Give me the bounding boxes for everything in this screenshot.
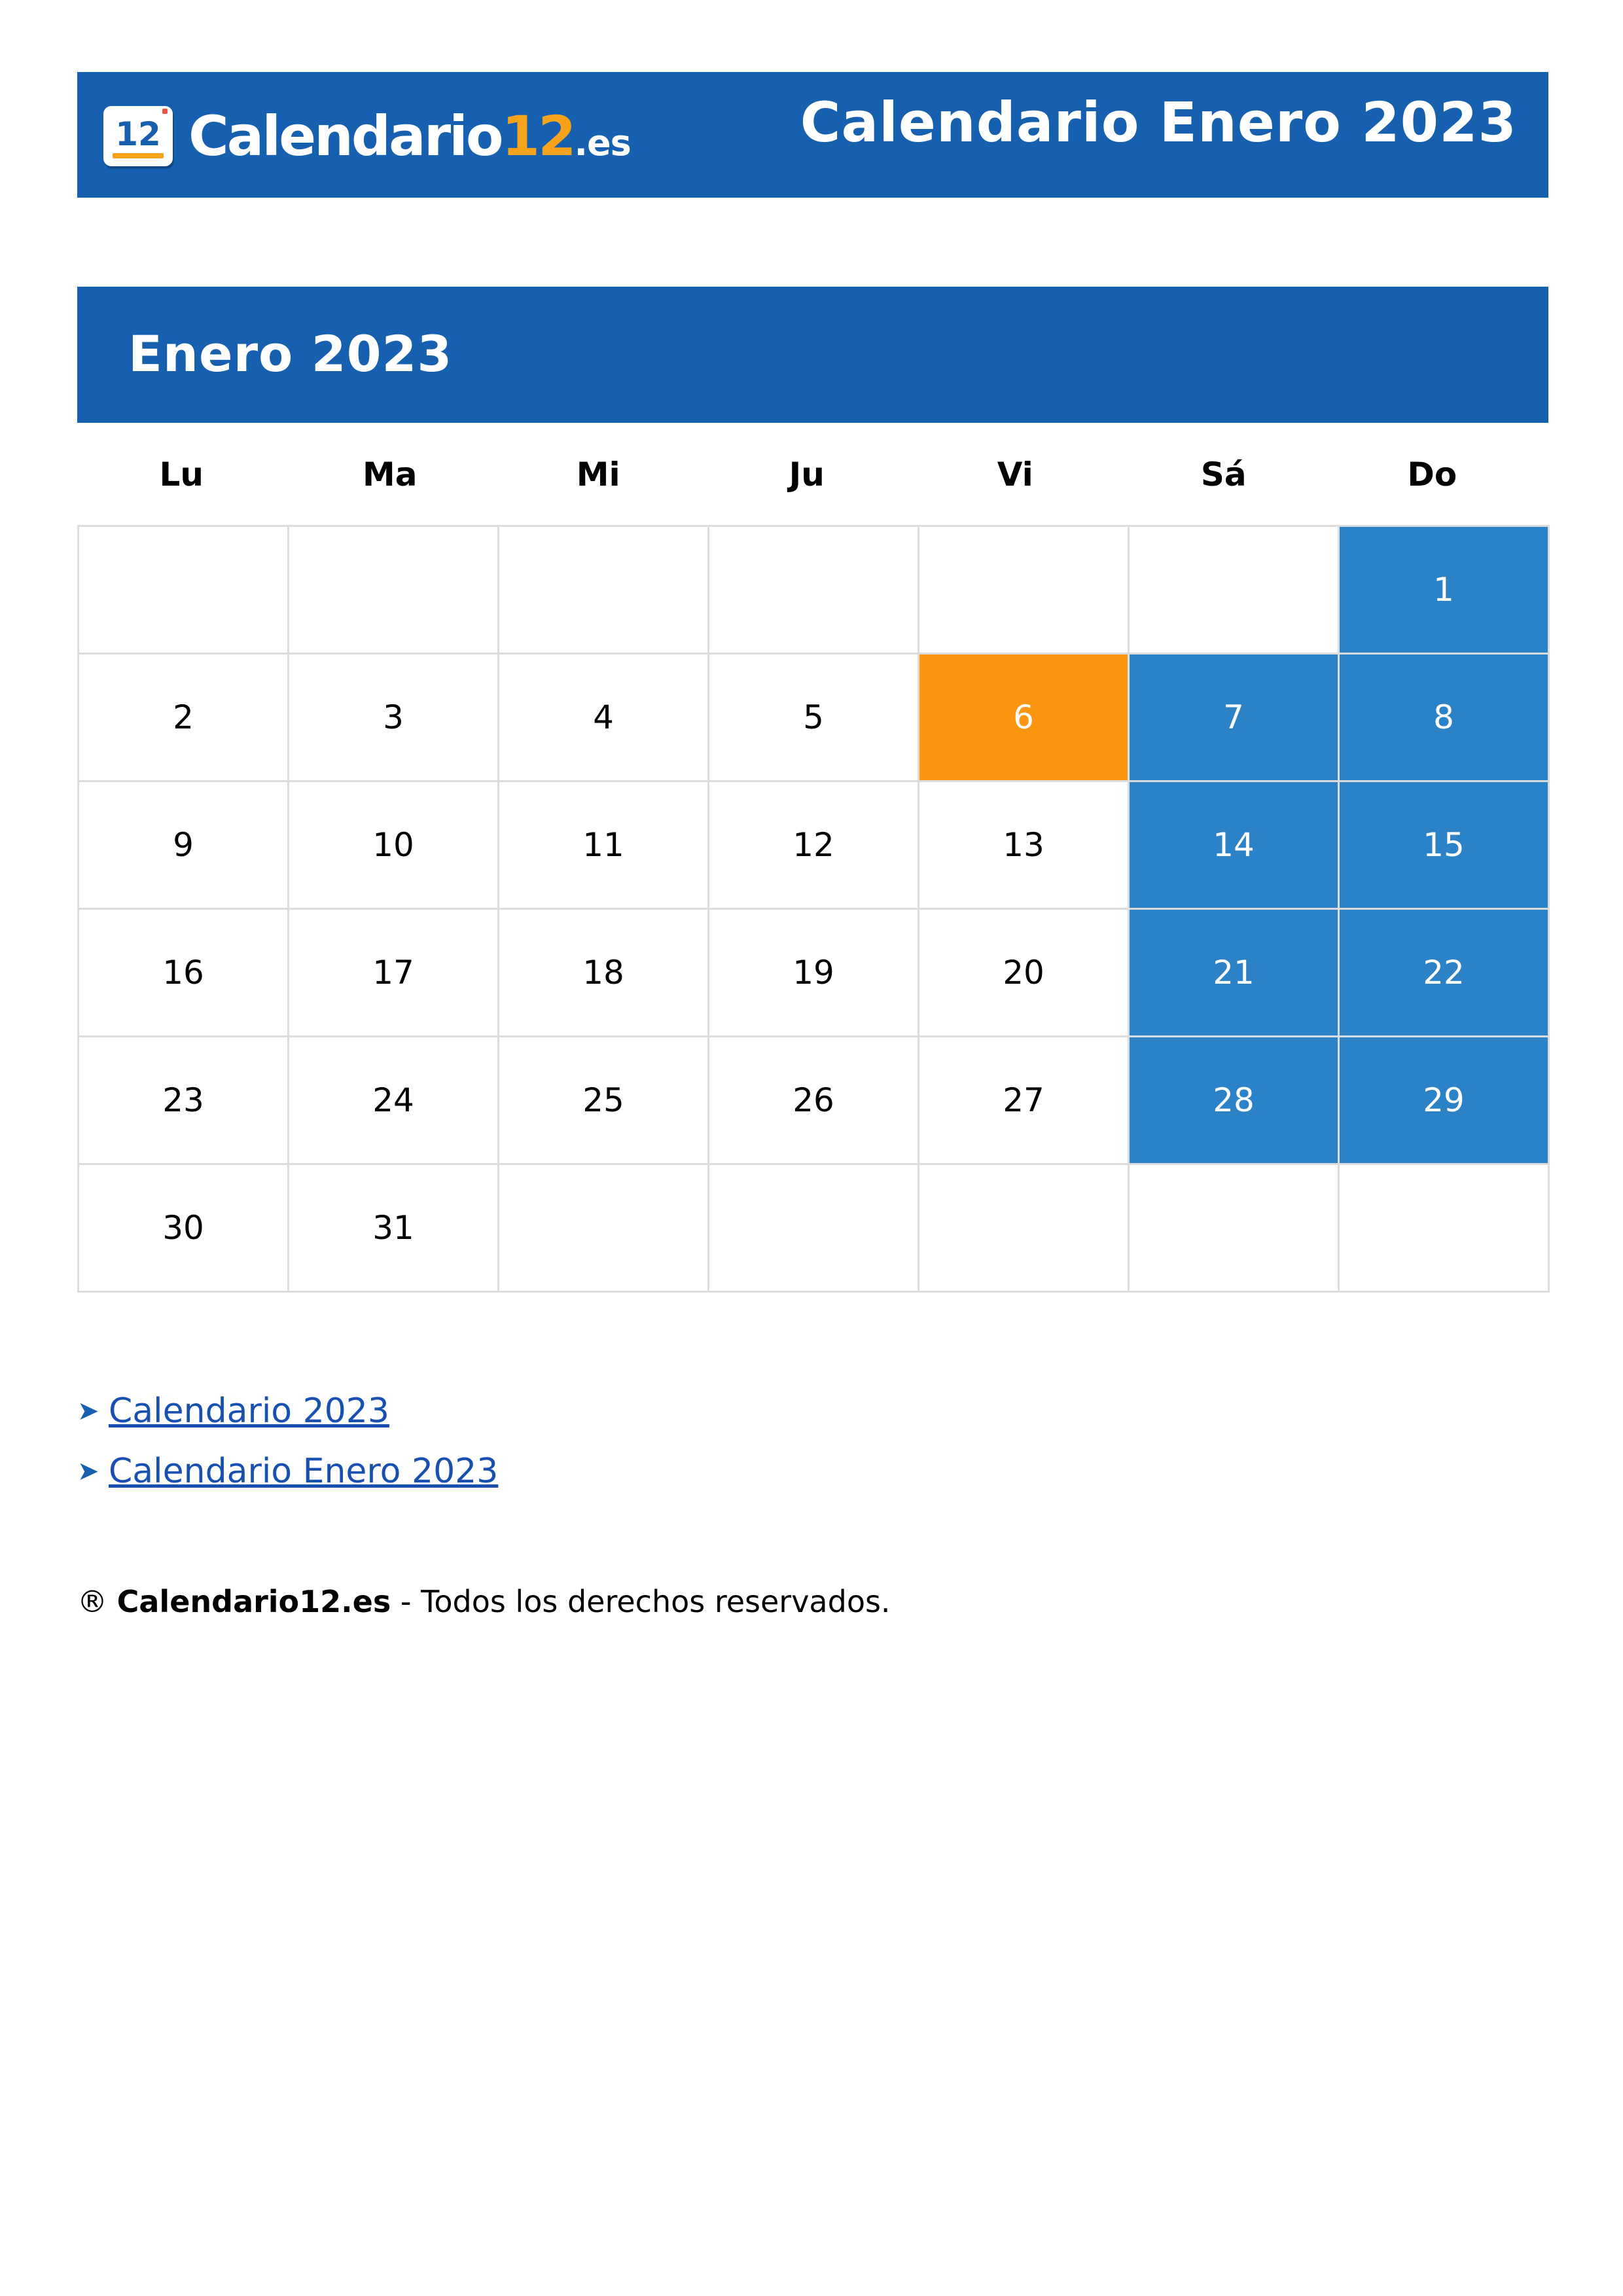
link-item <box>77 1441 498 1501</box>
day-cell-empty <box>1129 526 1339 654</box>
day-cell-holiday: 6 <box>919 654 1129 781</box>
day-cell: 5 <box>709 654 919 781</box>
day-cell-empty <box>1129 1164 1339 1292</box>
weekday-lu: Lu <box>159 456 204 493</box>
day-cell: 26 <box>709 1037 919 1164</box>
weekday-do: Do <box>1407 456 1457 493</box>
day-cell-empty <box>919 1164 1129 1292</box>
day-cell-weekend: 28 <box>1129 1037 1339 1164</box>
logo-underline <box>113 153 164 158</box>
week-row <box>79 526 1549 654</box>
day-cell-weekend: 22 <box>1339 909 1549 1037</box>
footer-text: - Todos los derechos reservados. <box>391 1584 891 1619</box>
week-row <box>79 781 1549 909</box>
day-cell: 17 <box>289 909 499 1037</box>
registered-icon: ® <box>77 1584 107 1619</box>
day-cell: 4 <box>499 654 709 781</box>
month-title: Enero 2023 <box>128 325 453 383</box>
week-row <box>79 1037 1549 1164</box>
logo-dot <box>162 109 168 114</box>
day-cell: 25 <box>499 1037 709 1164</box>
logo-wordmark <box>188 104 631 168</box>
week-row <box>79 1164 1549 1292</box>
header-banner <box>77 72 1548 198</box>
day-cell: 20 <box>919 909 1129 1037</box>
day-cell-empty <box>1339 1164 1549 1292</box>
day-cell-weekend: 15 <box>1339 781 1549 909</box>
site-logo[interactable] <box>103 103 631 169</box>
day-cell-empty <box>919 526 1129 654</box>
day-cell: 10 <box>289 781 499 909</box>
day-cell-empty <box>709 526 919 654</box>
day-cell-weekend: 1 <box>1339 526 1549 654</box>
link-calendario-enero-2023[interactable]: Calendario Enero 2023 <box>109 1452 499 1491</box>
day-cell-weekend: 14 <box>1129 781 1339 909</box>
weekday-sa: Sá <box>1200 456 1247 493</box>
weekday-ma: Ma <box>363 456 418 493</box>
day-cell: 9 <box>79 781 289 909</box>
day-cell-empty <box>289 526 499 654</box>
day-cell-empty <box>499 526 709 654</box>
day-cell-empty <box>499 1164 709 1292</box>
day-cell: 3 <box>289 654 499 781</box>
day-cell-weekend: 7 <box>1129 654 1339 781</box>
logo-text-tld: .es <box>574 122 631 164</box>
day-cell: 18 <box>499 909 709 1037</box>
day-cell: 31 <box>289 1164 499 1292</box>
logo-text-main: Calendario <box>188 104 502 168</box>
day-cell: 12 <box>709 781 919 909</box>
day-cell-weekend: 21 <box>1129 909 1339 1037</box>
page-title: Calendario Enero 2023 <box>800 90 1517 154</box>
link-calendario-2023[interactable]: Calendario 2023 <box>109 1391 389 1431</box>
logo-text-accent: 12 <box>501 104 575 168</box>
day-cell: 30 <box>79 1164 289 1292</box>
day-cell: 11 <box>499 781 709 909</box>
week-row <box>79 654 1549 781</box>
day-cell: 23 <box>79 1037 289 1164</box>
day-cell: 16 <box>79 909 289 1037</box>
day-cell-weekend: 29 <box>1339 1037 1549 1164</box>
month-header <box>77 287 1548 423</box>
day-cell-weekend: 8 <box>1339 654 1549 781</box>
day-cell: 19 <box>709 909 919 1037</box>
calendar-icon <box>103 106 173 166</box>
day-cell: 24 <box>289 1037 499 1164</box>
weekday-ju: Ju <box>789 456 825 493</box>
day-cell-empty <box>79 526 289 654</box>
day-cell-empty <box>709 1164 919 1292</box>
calendar-grid <box>77 525 1550 1293</box>
weekday-mi: Mi <box>576 456 620 493</box>
arrow-icon: ➤ <box>77 1456 99 1486</box>
day-cell: 13 <box>919 781 1129 909</box>
weekday-vi: Vi <box>997 456 1033 493</box>
week-row <box>79 909 1549 1037</box>
day-cell: 27 <box>919 1037 1129 1164</box>
arrow-icon: ➤ <box>77 1396 99 1426</box>
link-item <box>77 1381 498 1441</box>
day-cell: 2 <box>79 654 289 781</box>
footer <box>77 1584 891 1619</box>
logo-number: 12 <box>115 115 161 153</box>
related-links <box>77 1381 498 1501</box>
footer-brand: Calendario12.es <box>116 1584 391 1619</box>
weekday-header <box>77 425 1537 524</box>
